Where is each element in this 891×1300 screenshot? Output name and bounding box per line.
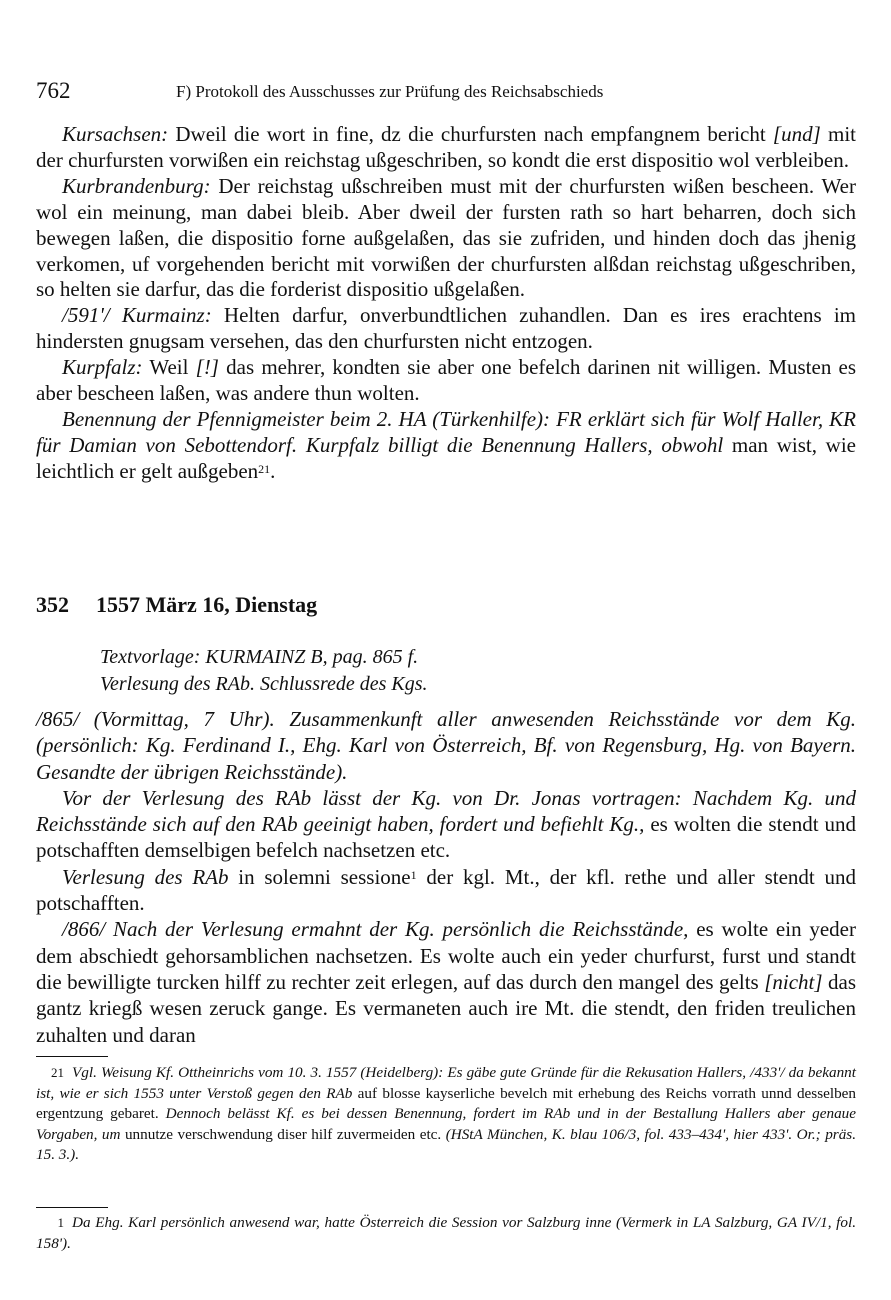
footnote-marker[interactable]: 1 — [410, 867, 417, 882]
paragraph-text: Der reichstag ußschreiben must mit der churfursten wißen bescheen. Wer wol ein meinung, man dabei bleib. Aber dweil der fursten rath so hart beharren, doch sich bewegen laßen, die dispositio forne außgelaßen, das sie zufriden, und hinden doch das jhenig verkomen, uf vorgehenden bericht mit vorwißen der churfursten alßdan reichstag ußgeschriben, so helten sie darfur, das die forderist dispositio ußgelaßen. — [36, 173, 856, 302]
footnote-citation: (HStA München, K. blau 106/3, fol. 433–434', hier 433'. Or.; präs. 15. 3.). — [36, 1125, 856, 1163]
footnote-marker[interactable]: 21 — [258, 461, 271, 476]
editorial-insert: [und] — [772, 122, 821, 146]
editorial-summary: Verlesung des RAb — [62, 864, 229, 889]
paragraph-kurpfalz — [36, 355, 856, 407]
section-number: 352 — [36, 592, 69, 617]
paragraph-text: Weil — [142, 355, 196, 380]
footnote-text: Vgl. Weisung Kf. Ottheinrichs vom 10. 3. 1557 (Heidelberg): Es gäbe gute Gründe für die Rekusation Hallers, /433'/ da bekannt ist, wie er sich 1553 unter Verstoß gegen den RAb — [36, 1064, 856, 1102]
editorial-insert: [nicht] — [764, 969, 823, 994]
footnote-21 — [36, 1063, 856, 1166]
section-text — [36, 706, 856, 1048]
paragraph-kurbrandenburg — [36, 174, 856, 304]
paragraph-kursachsen — [36, 122, 856, 174]
paragraph-text: . — [270, 458, 276, 483]
paragraph-text: der kgl. Mt., der kfl. rethe und aller stendt und potschafften. — [36, 864, 856, 916]
speaker-label: Kurpfalz: — [62, 355, 143, 380]
source-note — [100, 644, 428, 698]
footnote-text: Da Ehg. Karl persönlich anwesend war, hatte Österreich die Session vor Salzburg inne (Vermerk in LA Salzburg, GA IV/1, fol. 158'). — [36, 1214, 856, 1252]
footnote-text: auf blosse kayserliche bevelch mit erhebung des Reichs vorrath unnd desselben ergentzung gebaret. — [36, 1084, 857, 1122]
page-header — [36, 78, 856, 108]
footnote-1 — [36, 1213, 856, 1254]
protocol-text — [36, 122, 856, 485]
editorial-summary: /865/ (Vormittag, 7 Uhr). Zusammenkunft aller anwesenden Reichsstände vor dem Kg. (persönlich: Kg. Ferdinand I., Ehg. Karl von Österreich, Bf. von Regensburg, Hg. von Bayern. Gesandte der übrigen Reichsstände). — [36, 707, 856, 784]
editorial-summary: Vor der Verlesung des RAb lässt der Kg. von Dr. Jonas vortragen: Nachdem Kg. und Reichsstände sich auf den RAb geeinigt haben, fordert und befiehlt Kg., — [36, 785, 856, 837]
footnote-rule — [36, 1207, 108, 1208]
summary-line: Verlesung des RAb. Schlussrede des Kgs. — [100, 673, 428, 695]
editorial-summary: /866/ Nach der Verlesung ermahnt der Kg. persönlich die Reichsstände, — [62, 917, 689, 942]
section-heading — [36, 592, 317, 618]
footnote-number: 21 — [51, 1065, 64, 1080]
paragraph-text: das gantz kriegß wesen zeruck gange. Es vermaneten auch ire Mt. die stendt, den friden treulichen zuhalten und daran — [36, 969, 856, 1047]
paragraph-assembly — [36, 706, 856, 785]
speaker-label: Kursachsen: — [62, 122, 169, 146]
paragraph-text: Dweil die wort in fine, dz die churfursten nach empfangnem bericht — [168, 122, 773, 146]
speaker-label: Kurbrandenburg: — [62, 173, 211, 198]
paragraph-text: in solemni sessione — [228, 864, 411, 889]
paragraph-verlesung — [36, 864, 856, 917]
paragraph-pfennigmeister — [36, 407, 856, 485]
editorial-summary: Benennung der Pfennigmeister beim 2. HA (Türkenhilfe): FR erklärt sich für Wolf Haller, KR für Damian von Sebottendorf. Kurpfalz billigt die Benennung Hallers, obwohl — [36, 406, 856, 457]
paragraph-jonas — [36, 785, 856, 864]
paragraph-text: es wolte ein yeder dem abschiedt gehorsamblichen nachsetzen. Es wolte auch ein yeder churfurst, furst und standt die bewilligte turcken hilff zu rechter zeit erlegen, auf das durch den mangel des gelts — [36, 917, 856, 994]
paragraph-text: es wolten die stendt und potschafften demselbigen befelch nachsetzen etc. — [36, 812, 856, 863]
running-head: F) Protokoll des Ausschusses zur Prüfung des Reichsabschieds — [176, 82, 604, 101]
footnote-number: 1 — [57, 1215, 64, 1230]
footnote-text: unnutze verschwendung diser hilf zuvermeiden etc. — [120, 1125, 446, 1143]
page-number: 762 — [36, 78, 71, 103]
editorial-insert: [!] — [195, 355, 219, 380]
paragraph-text: Helten darfur, onverbundtlichen zuhandlen. Dan es ires erachtens im hindersten gnugsam versehen, das den churfursten nicht entzogen. — [36, 303, 856, 354]
paragraph-ermahnung — [36, 916, 856, 1047]
footnote-text: Dennoch belässt Kf. es bei dessen Benennung, fordert im RAb und in der Bestallung Hallers aber genaue Vorgaben, um — [36, 1105, 856, 1143]
section-title: 1557 März 16, Dienstag — [96, 592, 318, 617]
paragraph-kurmainz — [36, 303, 856, 355]
paragraph-text: das mehrer, kondten sie aber one befelch darinen nit willigen. Musten es aber bescheen laßen, was andere thun wolten. — [36, 355, 856, 406]
source-line: Textvorlage: KURMAINZ B, pag. 865 f. — [100, 646, 419, 668]
paragraph-text: mit der churfursten vorwißen ein reichstag ußgeschriben, so kondt die erst dispositio wol verbleiben. — [36, 122, 856, 172]
footnote-rule — [36, 1056, 108, 1057]
paragraph-text: man wist, wie leichtlich er gelt außgeben — [36, 432, 856, 483]
speaker-label: /591'/ Kurmainz: — [62, 303, 212, 328]
